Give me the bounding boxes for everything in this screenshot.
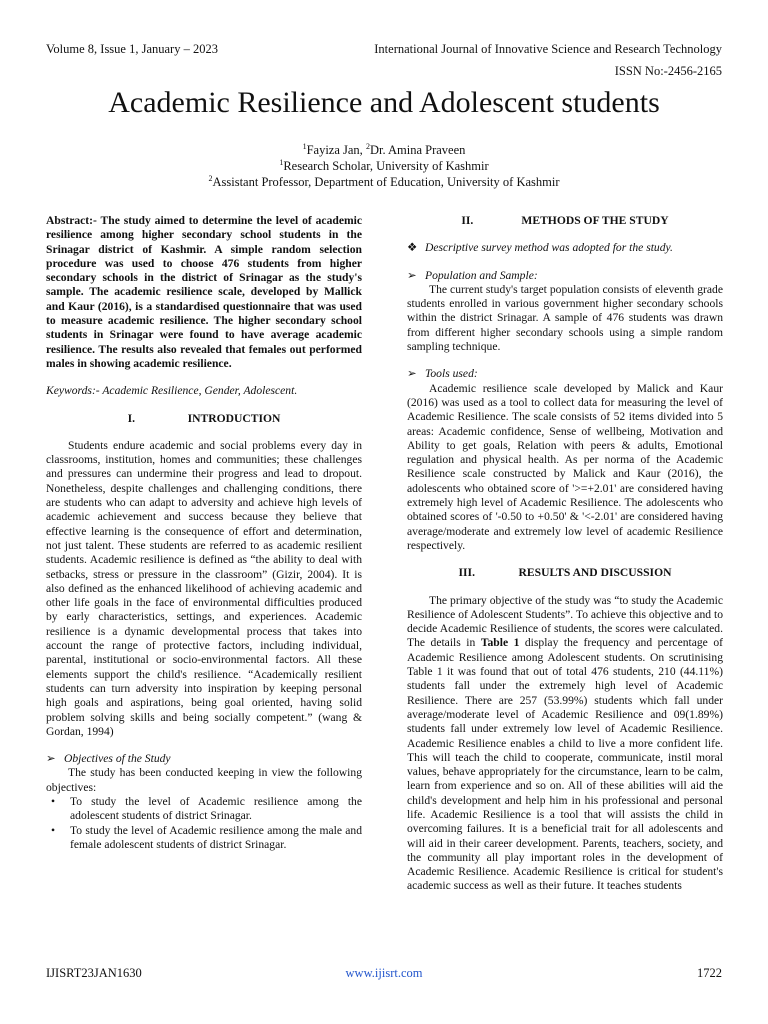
author-affiliation-1: $^1$Research Scholar, University of Kashmir <box>279 158 489 174</box>
objectives-list <box>46 795 362 852</box>
objectives-heading: ➢ Objectives of the Study <box>46 752 171 766</box>
arrow-bullet-icon: ➢ <box>407 268 417 282</box>
author-affiliation-2: $^2$Assistant Professor, Department of Education, University of Kashmir <box>208 174 560 190</box>
design-statement: ❖ Descriptive survey method was adopted for the study. <box>407 241 673 255</box>
table-reference: Table 1 <box>480 636 520 650</box>
section-heading-results: III. RESULTS AND DISCUSSION <box>458 566 672 580</box>
right-column <box>407 214 723 894</box>
volume-info: Volume 8, Issue 1, January – 2023 <box>46 42 218 56</box>
list-item: • To study the level of Academic resilience among the male and female adolescent students of district Srinagar. <box>70 824 362 853</box>
tools-heading: ➢ Tools used: <box>407 367 478 381</box>
arrow-bullet-icon: ➢ <box>46 752 56 766</box>
list-item: • To study the level of Academic resilience among the adolescent students of district Srinagar. <box>70 795 362 824</box>
population-text: The current study's target population consists of eleventh grade students enrolled in various government higher secondary schools within the district Srinagar. A sample of 476 students was drawn from different higher secondary schools using a simple random sampling technique. <box>407 282 723 354</box>
left-column <box>46 214 362 852</box>
tools-text: Academic resilience scale developed by Malick and Kaur (2016) was used as a tool to collect data for measuring the level of Academic Resilience. The scale consists of 52 items divided into 5 areas: Academic confidence, Sense of wellbeing, Motivation and Ability to get goals, Relation with peers & adults, Emotional regulation and physical health. As per norma of the Academic Resilience scale constructed by Malick and Kaur (2016), the adolescents who obtained score of '>=+2.01' are considered having extremely high level of Academic Resilience. The adolescents who obtained scores of '-0.50 to +0.50' & '<-2.01' are considered having average/moderate and extremely low level of academic Resilience respectively. <box>407 381 723 552</box>
section-heading-methods: II. METHODS OF THE STUDY <box>461 214 669 227</box>
page-number: 1722 <box>697 966 722 980</box>
journal-url-link[interactable]: www.ijisrt.com <box>345 966 423 980</box>
keywords: Keywords:- Academic Resilience, Gender, Adolescent. <box>46 384 298 398</box>
paper-title: Academic Resilience and Adolescent students <box>108 86 660 119</box>
issn: ISSN No:-2456-2165 <box>614 64 722 78</box>
journal-name: International Journal of Innovative Science and Research Technology <box>374 42 722 56</box>
results-text: The primary objective of the study was “to study the Academic Resilience of Adolescent Students”. To achieve this objective and to decide Academic Resilience of students, the scores were calculated. The details in Table 1 display the frequency and percentage of Academic Resilience among Adolescent students. On scrutinising Table 1 it was found that out of total 476 students, 210 (44.11%) students fall under the extremely high level of Academic Resilience. There are 257 (53.99%) students which fall under average/moderate level of Academic Resilience and 09(1.89%) students fall under extremely low level of Academic Resilience. Academic Resilience enables a child to live a more confident life. This will teach the child to cooperate, communicate, instil moral values, behave appropriately for the circumstance, learn to be calm, learn from experience and so on. All of these abilities will aid the child's development and help him in his professional and personal life. Academic Resilience is a tool that will assists the child in overcoming failures. It is a beneficial trait for all adolescents and will aid in their career development. Parents, teachers, society, and the community all play important roles in the development of Academic Resilience. Academic Resilience is critical for student's academic success as well as their future. It teaches students <box>407 593 723 893</box>
abstract: Abstract:- The study aimed to determine the level of academic resilience among higher secondary school students in the Srinagar district of Kashmir. A simple random selection procedure was used to choose 476 students from higher secondary schools in the district of Srinagar as the study's sample. The academic resilience scale, developed by Mallick and Kaur (2016), is a standardised questionnaire that was used to measure academic resilience. The higher secondary school students in Srinagar were found to have average academic resilience. The results also revealed that females out performed males in showing academic resilience. <box>46 214 362 370</box>
population-heading: ➢ Population and Sample: <box>407 268 538 282</box>
introduction-text: Students endure academic and social problems every day in classrooms, institution, homes and communities; these challenges and pressures can undermine their progress and lead to dropout. Nonetheless, despite challenges and challenging conditions, there are students who can adapt to adversity and achieve high levels of academic achievement and success because they believe that effective learning is the consequence of effort and determination, not just talent. These students are referred to as academic resilient students. Academic resilience is defined as “the ability to deal with setbacks, stress or pressure in the classroom” (Gizir, 2004). It is also defined as the enhanced likelihood of achieving academic and other life goals in the face of environmental difficulties produced by early characteristics, settings, and experiences. Academic resilience is a dynamic developmental process that takes into account the range of protective factors, including individual, parental, institutional or socio-environmental factors. All these elements support the child's resilience. “Academically resilient students can turn adversity into inspiration by keeping personal high goals and aspirations, being goal oriented, having solid problem solving skills and being socially competent.” (wang & Gordan, 1994) <box>46 438 362 738</box>
arrow-bullet-icon: ➢ <box>407 367 417 381</box>
objectives-intro: The study has been conducted keeping in view the following objectives: <box>46 766 362 794</box>
section-heading-introduction: I. INTRODUCTION <box>127 411 281 425</box>
author-names: $^1$Fayiza Jan, $^2$Dr. Amina Praveen <box>302 142 466 158</box>
diamond-bullet-icon: ❖ <box>407 241 418 255</box>
paper-id: IJISRT23JAN1630 <box>46 966 142 980</box>
